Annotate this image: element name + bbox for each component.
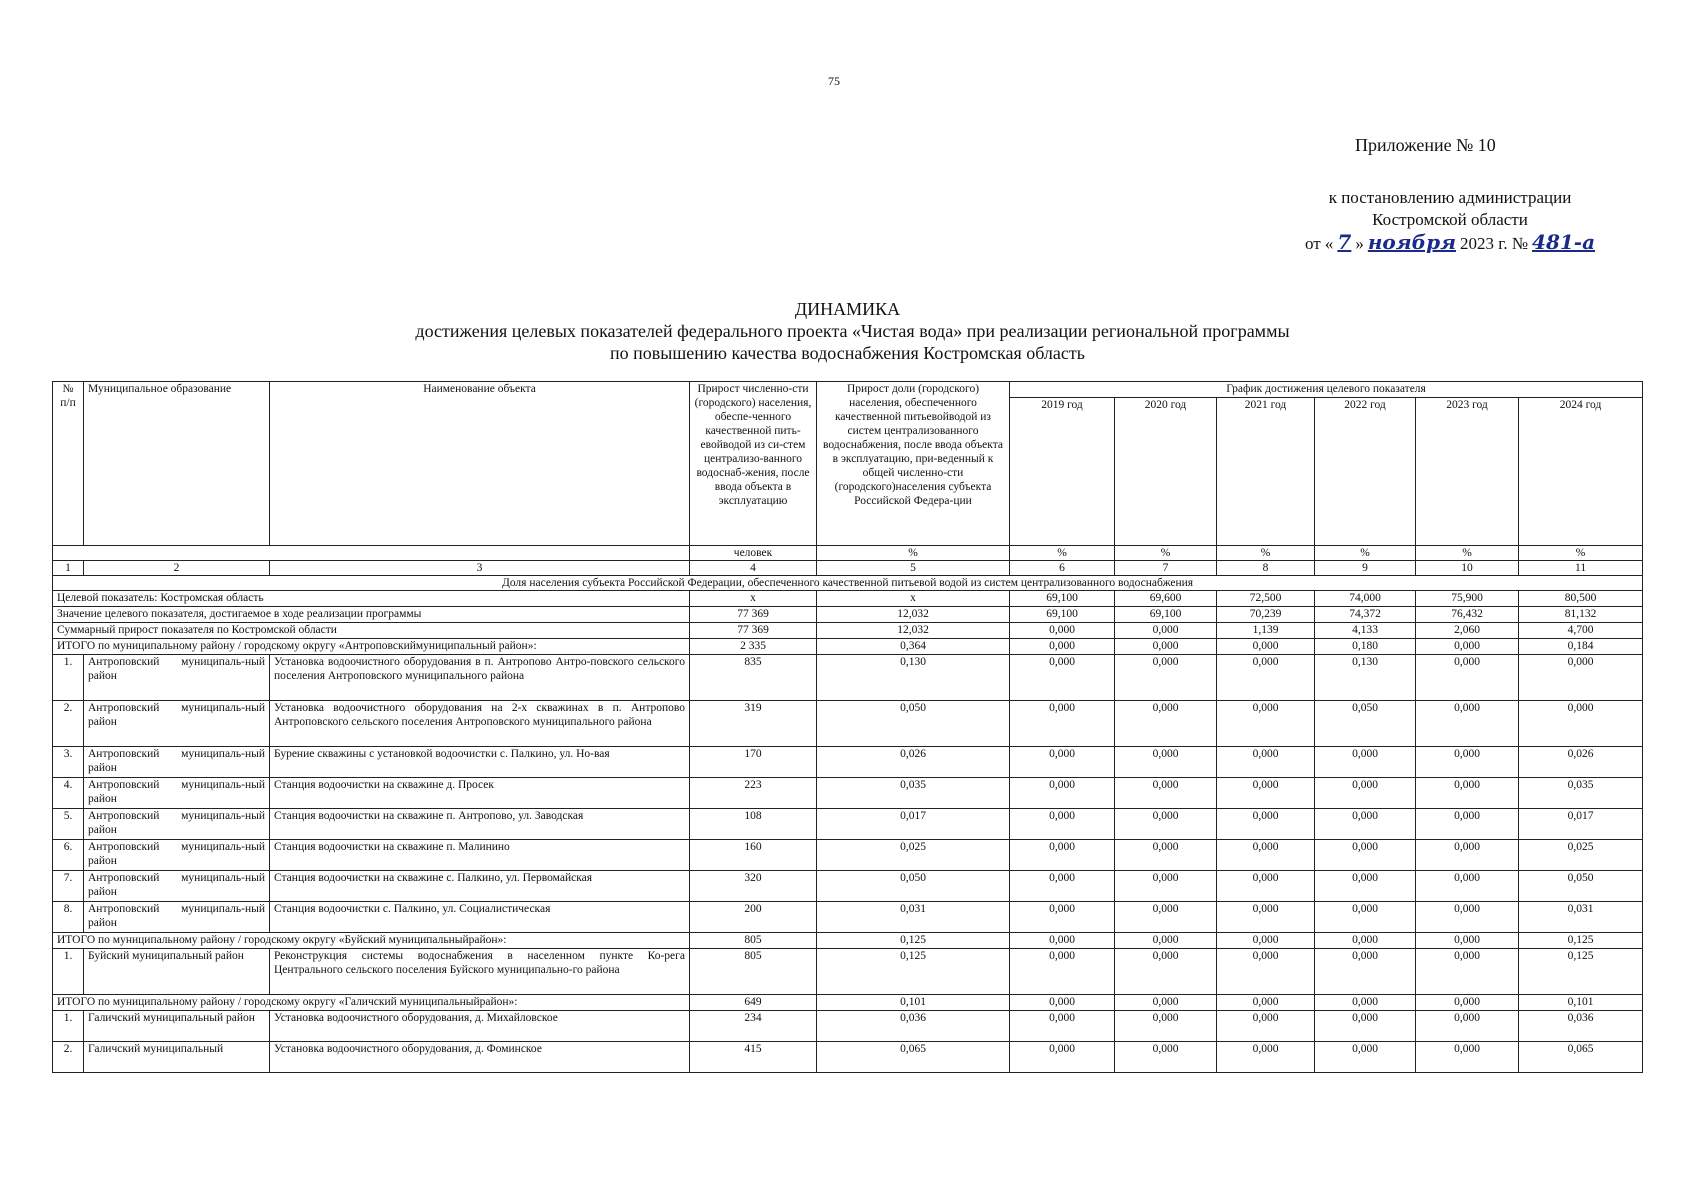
year-value: 0,000	[1416, 933, 1519, 949]
year-value: 4,133	[1315, 623, 1416, 639]
share-growth: 0,364	[817, 639, 1010, 655]
population-growth: 77 369	[690, 623, 817, 639]
year-value: 0,000	[1416, 747, 1519, 778]
year-value: 0,180	[1315, 639, 1416, 655]
share-growth: х	[817, 591, 1010, 607]
year-value: 0,000	[1217, 949, 1315, 995]
units-blank	[53, 546, 690, 561]
object-name: Станция водоочистки на скважине д. Просек	[270, 778, 690, 809]
year-value: 0,000	[1315, 840, 1416, 871]
population-growth: 835	[690, 655, 817, 701]
col-number: 11	[1519, 561, 1643, 576]
year-value: 0,000	[1519, 701, 1643, 747]
object-name: Станция водоочистки на скважине с. Палкино, ул. Первомайская	[270, 871, 690, 902]
year-value: 0,000	[1519, 655, 1643, 701]
population-growth: 170	[690, 747, 817, 778]
year-value: 0,000	[1416, 701, 1519, 747]
object-name: Установка водоочистного оборудования, д. Фоминское	[270, 1042, 690, 1073]
date-year: 2023 г. №	[1460, 234, 1529, 253]
year-value: 0,000	[1115, 840, 1217, 871]
year-value: 0,031	[1519, 902, 1643, 933]
share-growth: 0,101	[817, 995, 1010, 1011]
summary-label: Значение целевого показателя, достигаемое в ходе реализации программы	[53, 607, 690, 623]
table-row	[53, 902, 1643, 933]
year-value: 0,000	[1010, 871, 1115, 902]
year-value: 0,000	[1217, 995, 1315, 1011]
share-growth: 0,125	[817, 949, 1010, 995]
year-value: 72,500	[1217, 591, 1315, 607]
unit-percent: %	[1315, 546, 1416, 561]
year-value: 0,000	[1010, 655, 1115, 701]
summary-label: Целевой показатель: Костромская область	[53, 591, 690, 607]
handwritten-decree-number: 481-а	[1532, 230, 1596, 254]
year-value: 0,050	[1315, 701, 1416, 747]
year-value: 0,000	[1010, 949, 1115, 995]
section-title: Доля населения субъекта Российской Федерации, обеспеченного качественной питьевой водой из систем централизованного водоснабжения	[53, 576, 1643, 591]
header-schedule: График достижения целевого показателя	[1010, 382, 1643, 398]
year-value: 0,000	[1115, 747, 1217, 778]
summary-row	[53, 607, 1643, 623]
municipality-name: Антроповский муниципаль-ный район	[84, 840, 270, 871]
year-value: 0,000	[1217, 701, 1315, 747]
table-row	[53, 840, 1643, 871]
handwritten-day: 7	[1337, 230, 1352, 254]
year-value: 0,000	[1010, 1042, 1115, 1073]
col-number: 2	[84, 561, 270, 576]
district-total-label: ИТОГО по муниципальному району / городскому округу «Антроповскиймуниципальный район»:	[53, 639, 690, 655]
header-share-growth: Прирост доли (городского) населения, обеспеченного качественной питьевойводой из систем централизованного водоснабжения, после ввода объекта в эксплуатацию, при-веденный к общей численно-сти (городского)населения субъекта Российской Федера-ции	[817, 382, 1010, 546]
table-row	[53, 1042, 1643, 1073]
year-value: 80,500	[1519, 591, 1643, 607]
col-number: 5	[817, 561, 1010, 576]
row-number: 2.	[53, 1042, 84, 1073]
year-value: 0,000	[1217, 655, 1315, 701]
year-value: 0,000	[1315, 809, 1416, 840]
object-name: Реконструкция системы водоснабжения в населенном пункте Ко-рега Центрального сельского поселения Буйского муниципально-го района	[270, 949, 690, 995]
municipality-name: Антроповский муниципаль-ный район	[84, 655, 270, 701]
year-value: 0,184	[1519, 639, 1643, 655]
year-value: 0,065	[1519, 1042, 1643, 1073]
population-growth: 805	[690, 949, 817, 995]
year-value: 0,000	[1217, 809, 1315, 840]
district-total-label: ИТОГО по муниципальному району / городскому округу «Галичский муниципальныйрайон»:	[53, 995, 690, 1011]
year-value: 0,000	[1010, 778, 1115, 809]
header-year-2020: 2020 год	[1115, 398, 1217, 546]
year-value: 1,139	[1217, 623, 1315, 639]
year-value: 0,000	[1217, 639, 1315, 655]
year-value: 74,000	[1315, 591, 1416, 607]
population-growth: 415	[690, 1042, 817, 1073]
year-value: 0,050	[1519, 871, 1643, 902]
year-value: 0,000	[1115, 871, 1217, 902]
year-value: 0,000	[1217, 1011, 1315, 1042]
share-growth: 0,036	[817, 1011, 1010, 1042]
year-value: 69,600	[1115, 591, 1217, 607]
title-line3: по повышению качества водоснабжения Костромская область	[610, 343, 1085, 363]
year-value: 0,000	[1416, 840, 1519, 871]
year-value: 0,025	[1519, 840, 1643, 871]
year-value: 0,000	[1217, 902, 1315, 933]
document-title	[0, 298, 1695, 364]
decree-reference	[1260, 187, 1640, 255]
year-value: 0,000	[1315, 1042, 1416, 1073]
year-value: 0,000	[1217, 871, 1315, 902]
population-growth: 223	[690, 778, 817, 809]
municipality-name: Антроповский муниципаль-ный район	[84, 778, 270, 809]
table-row	[53, 809, 1643, 840]
year-value: 0,000	[1115, 623, 1217, 639]
unit-percent: %	[1217, 546, 1315, 561]
row-number: 1.	[53, 655, 84, 701]
year-value: 0,000	[1010, 1011, 1115, 1042]
share-growth: 0,025	[817, 840, 1010, 871]
col-number: 9	[1315, 561, 1416, 576]
year-value: 0,000	[1115, 902, 1217, 933]
year-value: 0,000	[1315, 933, 1416, 949]
year-value: 0,000	[1416, 1042, 1519, 1073]
unit-percent: %	[817, 546, 1010, 561]
population-growth: 2 335	[690, 639, 817, 655]
population-growth: 200	[690, 902, 817, 933]
object-name: Станция водоочистки на скважине п. Малинино	[270, 840, 690, 871]
year-value: 0,000	[1115, 809, 1217, 840]
municipality-name: Антроповский муниципаль-ный район	[84, 747, 270, 778]
population-growth: х	[690, 591, 817, 607]
year-value: 0,000	[1315, 1011, 1416, 1042]
year-value: 0,000	[1315, 902, 1416, 933]
object-name: Станция водоочистки на скважине п. Антропово, ул. Заводская	[270, 809, 690, 840]
district-total-label: ИТОГО по муниципальному району / городскому округу «Буйский муниципальныйрайон»:	[53, 933, 690, 949]
targets-table	[52, 381, 1643, 1073]
year-value: 0,125	[1519, 949, 1643, 995]
year-value: 0,000	[1010, 623, 1115, 639]
header-year-2024: 2024 год	[1519, 398, 1643, 546]
year-value: 0,000	[1010, 995, 1115, 1011]
year-value: 0,000	[1315, 995, 1416, 1011]
object-name: Установка водоочистного оборудования на 2-х скважинах в п. Антропово Антроповского сельского поселения Антроповского муниципального района	[270, 701, 690, 747]
unit-percent: %	[1519, 546, 1643, 561]
district-total-row	[53, 995, 1643, 1011]
header-year-2023: 2023 год	[1416, 398, 1519, 546]
column-numbers-row	[53, 561, 1643, 576]
population-growth: 320	[690, 871, 817, 902]
row-number: 1.	[53, 949, 84, 995]
year-value: 0,000	[1315, 778, 1416, 809]
share-growth: 0,050	[817, 871, 1010, 902]
year-value: 0,000	[1010, 747, 1115, 778]
year-value: 0,035	[1519, 778, 1643, 809]
year-value: 0,000	[1010, 840, 1115, 871]
year-value: 0,000	[1010, 933, 1115, 949]
population-growth: 319	[690, 701, 817, 747]
municipality-name: Буйский муниципальный район	[84, 949, 270, 995]
object-name: Установка водоочистного оборудования в п. Антропово Антро-повского сельского поселения Антроповского муниципального района	[270, 655, 690, 701]
year-value: 0,000	[1416, 871, 1519, 902]
district-total-row	[53, 933, 1643, 949]
col-number: 3	[270, 561, 690, 576]
decree-date-line	[1260, 231, 1640, 255]
share-growth: 0,125	[817, 933, 1010, 949]
share-growth: 0,026	[817, 747, 1010, 778]
year-value: 0,000	[1217, 778, 1315, 809]
header-year-2022: 2022 год	[1315, 398, 1416, 546]
table-row	[53, 1011, 1643, 1042]
municipality-name: Галичский муниципальный	[84, 1042, 270, 1073]
population-growth: 805	[690, 933, 817, 949]
municipality-name: Антроповский муниципаль-ный район	[84, 902, 270, 933]
year-value: 0,026	[1519, 747, 1643, 778]
decree-line2: Костромской области	[1372, 210, 1528, 229]
year-value: 0,000	[1115, 639, 1217, 655]
object-name: Бурение скважины с установкой водоочистки с. Палкино, ул. Но-вая	[270, 747, 690, 778]
table-row	[53, 655, 1643, 701]
year-value: 0,125	[1519, 933, 1643, 949]
population-growth: 649	[690, 995, 817, 1011]
year-value: 4,700	[1519, 623, 1643, 639]
row-number: 7.	[53, 871, 84, 902]
summary-label: Суммарный прирост показателя по Костромской области	[53, 623, 690, 639]
share-growth: 0,031	[817, 902, 1010, 933]
year-value: 0,000	[1115, 933, 1217, 949]
municipality-name: Антроповский муниципаль-ный район	[84, 809, 270, 840]
date-prefix: от «	[1304, 234, 1334, 253]
date-mid: »	[1355, 234, 1364, 253]
title-line2: достижения целевых показателей федерального проекта «Чистая вода» при реализации региональной программы	[415, 321, 1290, 341]
table-row	[53, 701, 1643, 747]
col-number: 7	[1115, 561, 1217, 576]
share-growth: 0,035	[817, 778, 1010, 809]
table-row	[53, 778, 1643, 809]
col-number: 1	[53, 561, 84, 576]
unit-percent: %	[1010, 546, 1115, 561]
year-value: 0,000	[1315, 747, 1416, 778]
year-value: 0,000	[1115, 655, 1217, 701]
year-value: 0,130	[1315, 655, 1416, 701]
row-number: 1.	[53, 1011, 84, 1042]
table-row	[53, 747, 1643, 778]
year-value: 81,132	[1519, 607, 1643, 623]
table-row	[53, 949, 1643, 995]
year-value: 0,000	[1416, 949, 1519, 995]
header-num: № п/п	[53, 382, 84, 546]
summary-row	[53, 591, 1643, 607]
col-number: 4	[690, 561, 817, 576]
municipality-name: Галичский муниципальный район	[84, 1011, 270, 1042]
handwritten-month: ноября	[1367, 230, 1457, 254]
year-value: 0,000	[1010, 902, 1115, 933]
year-value: 0,000	[1416, 639, 1519, 655]
population-growth: 77 369	[690, 607, 817, 623]
year-value: 0,000	[1115, 1011, 1217, 1042]
year-value: 69,100	[1115, 607, 1217, 623]
unit-people: человек	[690, 546, 817, 561]
year-value: 0,000	[1416, 995, 1519, 1011]
share-growth: 0,017	[817, 809, 1010, 840]
page-number: 75	[828, 74, 840, 88]
year-value: 76,432	[1416, 607, 1519, 623]
share-growth: 0,050	[817, 701, 1010, 747]
year-value: 0,036	[1519, 1011, 1643, 1042]
header-object: Наименование объекта	[270, 382, 690, 546]
unit-percent: %	[1416, 546, 1519, 561]
object-name: Станция водоочистки с. Палкино, ул. Социалистическая	[270, 902, 690, 933]
unit-percent: %	[1115, 546, 1217, 561]
population-growth: 160	[690, 840, 817, 871]
appendix-label: Приложение № 10	[1355, 135, 1496, 155]
year-value: 0,000	[1416, 655, 1519, 701]
table-row	[53, 871, 1643, 902]
year-value: 0,000	[1115, 949, 1217, 995]
share-growth: 12,032	[817, 623, 1010, 639]
header-pop-growth: Прирост численно-сти (городского) населения, обеспе-ченного качественной пить-евойводой из си-стем централизо-ванного водоснаб-жения, после ввода объекта в эксплуатацию	[690, 382, 817, 546]
municipality-name: Антроповский муниципаль-ный район	[84, 871, 270, 902]
year-value: 0,000	[1416, 778, 1519, 809]
decree-line1: к постановлению администрации	[1328, 188, 1572, 207]
share-growth: 0,065	[817, 1042, 1010, 1073]
year-value: 0,000	[1115, 778, 1217, 809]
district-total-row	[53, 639, 1643, 655]
year-value: 0,000	[1217, 840, 1315, 871]
year-value: 0,000	[1115, 1042, 1217, 1073]
year-value: 0,000	[1217, 747, 1315, 778]
municipality-name: Антроповский муниципаль-ный район	[84, 701, 270, 747]
year-value: 0,000	[1416, 902, 1519, 933]
year-value: 69,100	[1010, 607, 1115, 623]
year-value: 0,000	[1416, 1011, 1519, 1042]
object-name: Установка водоочистного оборудования, д. Михайловское	[270, 1011, 690, 1042]
header-year-2019: 2019 год	[1010, 398, 1115, 546]
row-number: 3.	[53, 747, 84, 778]
summary-row	[53, 623, 1643, 639]
year-value: 0,000	[1315, 871, 1416, 902]
year-value: 0,000	[1010, 701, 1115, 747]
year-value: 0,000	[1416, 809, 1519, 840]
year-value: 0,000	[1010, 639, 1115, 655]
year-value: 0,000	[1115, 995, 1217, 1011]
year-value: 69,100	[1010, 591, 1115, 607]
col-number: 6	[1010, 561, 1115, 576]
row-number: 6.	[53, 840, 84, 871]
year-value: 0,101	[1519, 995, 1643, 1011]
row-number: 2.	[53, 701, 84, 747]
row-number: 5.	[53, 809, 84, 840]
year-value: 2,060	[1416, 623, 1519, 639]
year-value: 74,372	[1315, 607, 1416, 623]
title-line1: ДИНАМИКА	[794, 299, 901, 319]
year-value: 0,017	[1519, 809, 1643, 840]
row-number: 8.	[53, 902, 84, 933]
col-number: 8	[1217, 561, 1315, 576]
year-value: 70,239	[1217, 607, 1315, 623]
population-growth: 108	[690, 809, 817, 840]
year-value: 0,000	[1217, 1042, 1315, 1073]
population-growth: 234	[690, 1011, 817, 1042]
col-number: 10	[1416, 561, 1519, 576]
year-value: 0,000	[1315, 949, 1416, 995]
share-growth: 12,032	[817, 607, 1010, 623]
header-year-2021: 2021 год	[1217, 398, 1315, 546]
header-municipality: Муниципальное образование	[84, 382, 270, 546]
year-value: 0,000	[1217, 933, 1315, 949]
share-growth: 0,130	[817, 655, 1010, 701]
row-number: 4.	[53, 778, 84, 809]
year-value: 75,900	[1416, 591, 1519, 607]
year-value: 0,000	[1115, 701, 1217, 747]
year-value: 0,000	[1010, 809, 1115, 840]
